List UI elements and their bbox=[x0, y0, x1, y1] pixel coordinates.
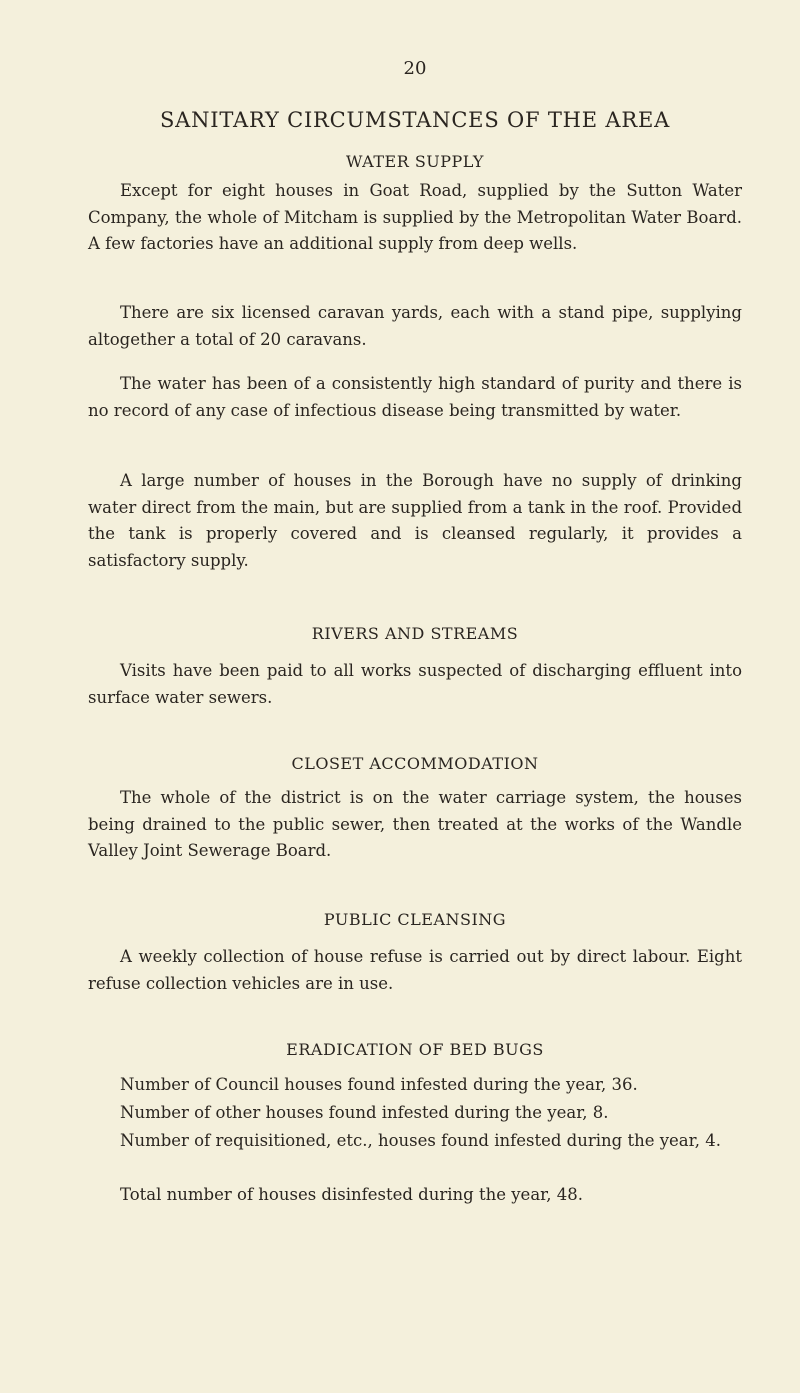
water-supply-paragraph: A large number of houses in the Borough have no supply of drinking water direct from the main, but are supplied from a tank in the roof. Provided the tank is properly covered and is cleansed regularly, it provides a satisfactory supply. bbox=[88, 471, 742, 570]
closet-accommodation-paragraph: The whole of the district is on the water carriage system, the houses being drained to the public sewer, then treated at the works of the Wandle Valley Joint Sewerage Board. bbox=[88, 788, 742, 860]
rivers-and-streams-heading: RIVERS AND STREAMS bbox=[311, 624, 519, 643]
public-cleansing-heading: PUBLIC CLEANSING bbox=[323, 910, 507, 929]
closet-accommodation-heading: CLOSET ACCOMMODATION bbox=[291, 754, 539, 773]
water-supply-heading: WATER SUPPLY bbox=[346, 152, 484, 171]
public-cleansing-paragraph: A weekly collection of house refuse is carried out by direct labour. Eight refuse collection vehicles are in use. bbox=[88, 947, 742, 993]
water-supply-paragraph: There are six licensed caravan yards, each with a stand pipe, supplying altogether a total of 20 caravans. bbox=[88, 303, 742, 349]
page-title: SANITARY CIRCUMSTANCES OF THE AREA bbox=[159, 108, 671, 132]
bed-bugs-line: Number of other houses found infested during the year, 8. bbox=[120, 1103, 609, 1122]
bed-bugs-heading: ERADICATION OF BED BUGS bbox=[286, 1040, 544, 1059]
rivers-and-streams-paragraph: Visits have been paid to all works suspected of discharging effluent into surface water sewers. bbox=[88, 661, 742, 707]
page-number: 20 bbox=[403, 58, 427, 79]
bed-bugs-line: Total number of houses disinfested during the year, 48. bbox=[120, 1185, 583, 1204]
water-supply-paragraph: Except for eight houses in Goat Road, supplied by the Sutton Water Company, the whole of Mitcham is supplied by the Metropolitan Water Board. A few factories have an additional supply from deep wells. bbox=[88, 181, 742, 253]
bed-bugs-line: Number of requisitioned, etc., houses found infested during the year, 4. bbox=[120, 1131, 721, 1150]
water-supply-paragraph: The water has been of a consistently high standard of purity and there is no record of any case of infectious disease being transmitted by water. bbox=[88, 374, 742, 420]
bed-bugs-line: Number of Council houses found infested during the year, 36. bbox=[120, 1075, 638, 1094]
